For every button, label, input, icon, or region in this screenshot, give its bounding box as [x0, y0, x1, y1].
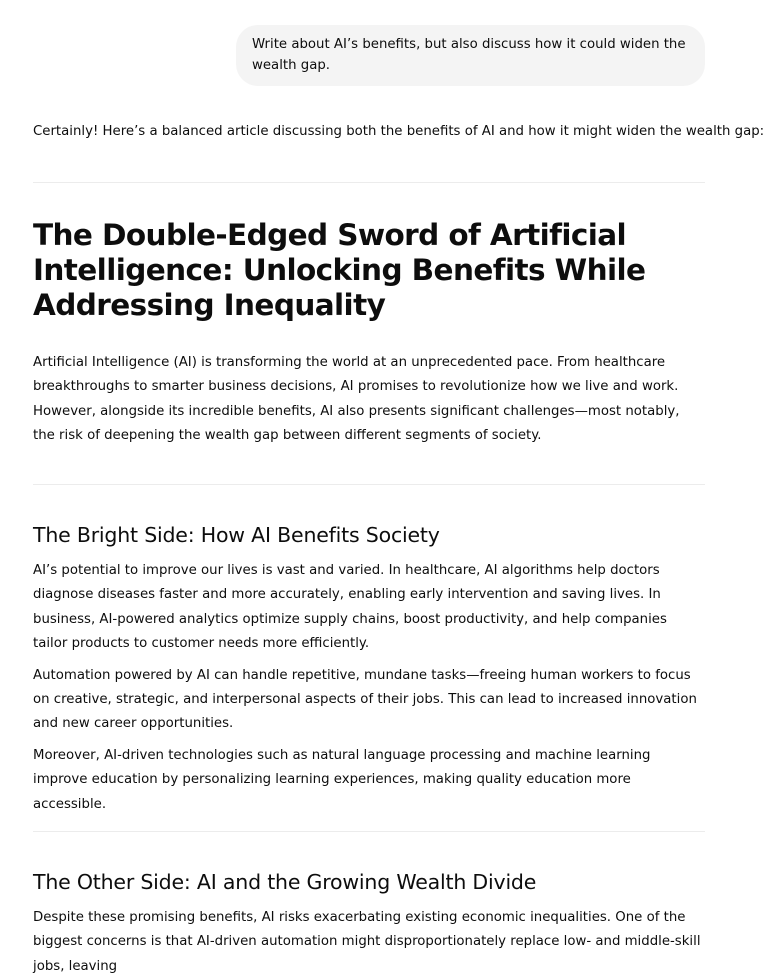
divider [33, 831, 705, 832]
section-wealth-divide [33, 868, 705, 979]
section-paragraph: Automation powered by AI can handle repetitive, mundane tasks—freeing human workers to focus on creative, strategic, and interpersonal aspects of their jobs. This can lead to increased innovation and new career opportunities. [33, 667, 697, 732]
section-heading: The Bright Side: How AI Benefits Society [33, 523, 440, 547]
section-paragraph: Despite these promising benefits, AI risks exacerbating existing economic inequalities. One of the biggest concerns is that AI-driven automation might disproportionately replace low- and middle-skill jobs, leaving [33, 910, 701, 974]
divider [33, 484, 705, 485]
section-heading: The Other Side: AI and the Growing Wealth Divide [33, 870, 537, 894]
section-paragraph: AI’s potential to improve our lives is vast and varied. In healthcare, AI algorithms help doctors diagnose diseases faster and more accurately, enabling early intervention and saving lives. In business, AI-powered analytics optimize supply chains, boost productivity, and help companies tailor products to customer needs more efficiently. [33, 563, 667, 652]
article-title: The Double-Edged Sword of Artificial Intelligence: Unlocking Benefits While Addressing Inequality [33, 218, 646, 322]
assistant-intro: Certainly! Here’s a balanced article discussing both the benefits of AI and how it might widen the wealth gap: [33, 124, 764, 139]
user-message [236, 25, 705, 86]
section-benefits [33, 521, 705, 817]
section-paragraph: Moreover, AI-driven technologies such as natural language processing and machine learning improve education by personalizing learning experiences, making quality education more accessible. [33, 747, 651, 812]
divider [33, 182, 705, 183]
user-message-bubble: Write about AI’s benefits, but also discuss how it could widen the wealth gap. [236, 25, 705, 86]
article-lead-paragraph: Artificial Intelligence (AI) is transforming the world at an unprecedented pace. From healthcare breakthroughs to smarter business decisions, AI promises to revolutionize how we live and work. However, alongside its incredible benefits, AI also presents significant challenges—most notably, the risk of deepening the wealth gap between different segments of society. [33, 355, 680, 444]
assistant-response [33, 120, 764, 974]
